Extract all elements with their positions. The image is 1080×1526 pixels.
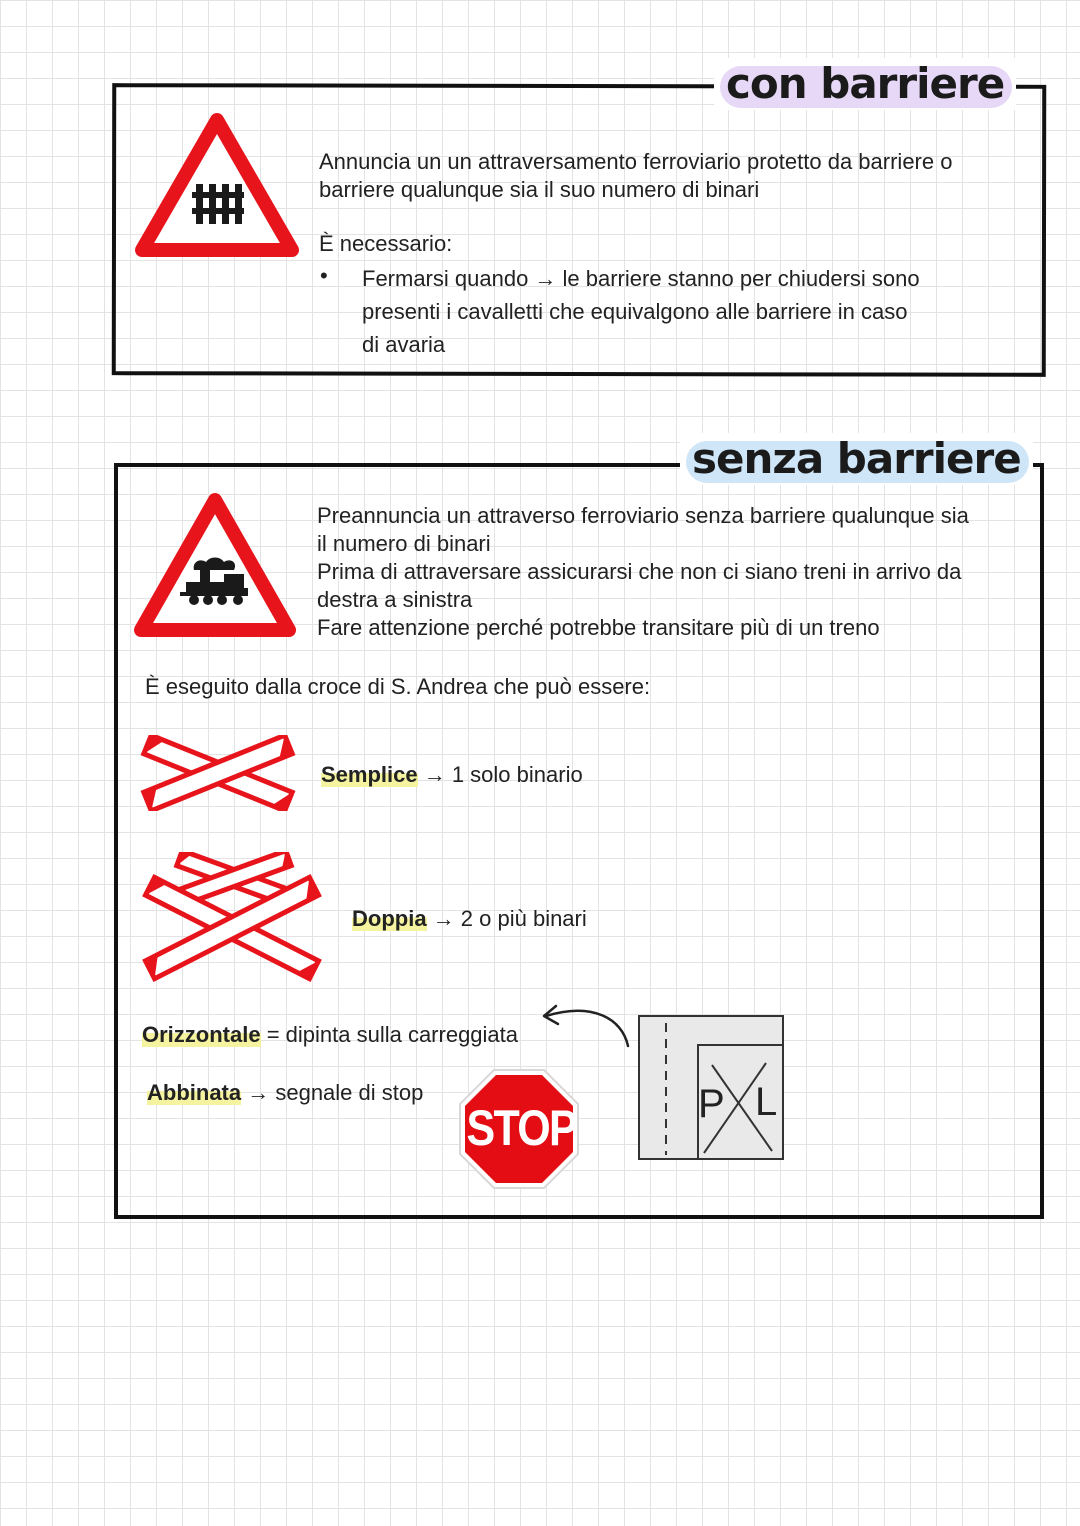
road-marking-illustration [638,1015,784,1160]
orizzontale-term: Orizzontale [142,1022,261,1047]
abbinata-desc: → segnale di stop [241,1080,424,1105]
abbinata-term: Abbinata [147,1080,242,1105]
croce-intro: È eseguito dalla croce di S. Andrea che può essere: [145,674,651,699]
stop-sign-text: STOP [466,1100,576,1156]
need-label: È necessario: [319,231,453,256]
bullet-dot: • [320,263,328,288]
heading-senza-barriere: senza barriere [680,433,1033,485]
orizzontale-line [142,1021,518,1049]
orizzontale-desc: = dipinta sulla carreggiata [260,1022,519,1047]
railway-crossing-gate-icon [134,112,300,258]
semplice-term: Semplice [321,762,418,787]
st-andrew-cross-single-icon [140,735,296,811]
stop-sign-icon [458,1068,580,1190]
locomotive-icon [134,492,296,638]
doppia-desc: → 2 o più binari [426,906,587,931]
bullet-text: Fermarsi quando → le barriere stanno per chiudersi sono presenti i cavalletti che equivalgono alle barriere in caso di avaria [362,266,920,357]
semplice-line [321,761,583,789]
doppia-line [352,905,587,933]
doppia-term: Doppia [352,906,427,931]
semplice-desc: → 1 solo binario [417,762,583,787]
section2-description: Preannuncia un attraverso ferroviario senza barriere qualunque sia il numero di binari Prima di attraversare assicurarsi che non ci siano treni in arrivo da destra a sinistra Fare attenzione perché potrebbe transitare più di un treno [317,503,969,640]
road-marking-l: L [755,1080,778,1124]
curved-arrow-icon [538,998,634,1050]
heading-con-barriere: con barriere [714,58,1016,110]
section1-description: Annuncia un un attraversamento ferroviario protetto da barriere o barriere qualunque sia il suo numero di binari [319,149,953,202]
road-marking-p: P [698,1082,725,1126]
abbinata-line [147,1079,423,1107]
st-andrew-cross-double-icon [134,852,334,982]
